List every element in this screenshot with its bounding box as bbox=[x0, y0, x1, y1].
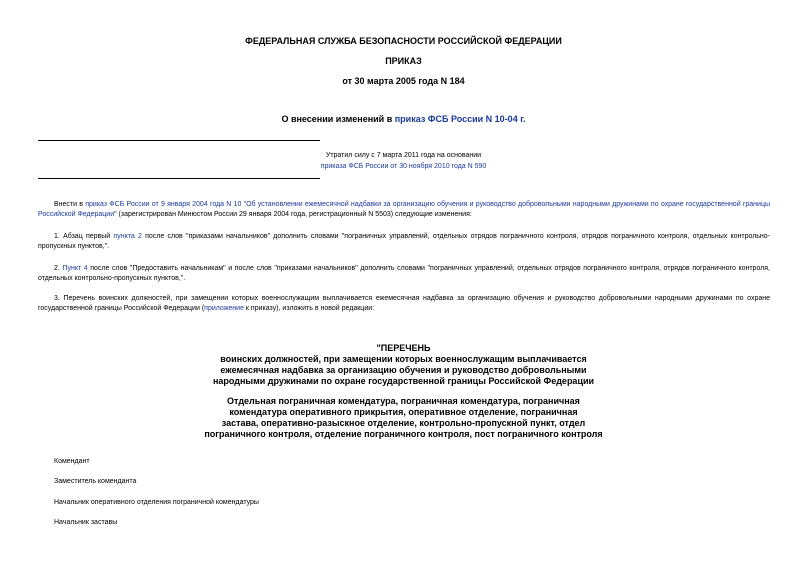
item2-clause-link[interactable]: Пункт 4 bbox=[62, 265, 88, 272]
title-order-link[interactable]: приказ ФСБ России N 10-04 г. bbox=[394, 114, 526, 124]
units-caption-line: комендатура оперативного прикрытия, оперативное отделение, пограничная bbox=[229, 407, 578, 417]
title-prefix: О внесении изменений в bbox=[281, 114, 395, 124]
position-item: Начальник оперативного отделения пограничной комендатуры bbox=[54, 499, 259, 506]
divider-top bbox=[38, 140, 320, 141]
document-title bbox=[0, 114, 807, 124]
document-date-number: от 30 марта 2005 года N 184 bbox=[342, 76, 465, 86]
status-note-link[interactable]: приказа ФСБ России от 30 ноября 2010 года N 590 bbox=[320, 163, 487, 170]
status-note-row bbox=[0, 163, 807, 170]
item2-text-start: 2. bbox=[54, 265, 63, 272]
list-caption-line: воинских должностей, при замещении которых военнослужащим выплачивается bbox=[220, 354, 587, 364]
intro-text-end: " (зарегистрирован Минюстом России 29 января 2004 года, регистрационный N 5503) следующие изменения: bbox=[114, 211, 472, 218]
intro-paragraph bbox=[38, 200, 770, 220]
list-caption bbox=[0, 343, 807, 387]
item3-appendix-link[interactable]: приложение bbox=[204, 305, 244, 312]
status-note-text: Утратил силу с 7 марта 2011 года на основании bbox=[325, 152, 482, 159]
list-caption-line: ежемесячная надбавка за организацию обучения и руководство добровольными bbox=[220, 365, 587, 375]
agency-heading: ФЕДЕРАЛЬНАЯ СЛУЖБА БЕЗОПАСНОСТИ РОССИЙСКОЙ ФЕДЕРАЦИИ bbox=[245, 36, 562, 46]
amendment-item-1 bbox=[38, 232, 770, 252]
position-item: Комендант bbox=[54, 458, 90, 465]
units-caption-line: пограничного контроля, отделение пограничного контроля, пост пограничного контроля bbox=[204, 429, 603, 439]
item1-text-start: 1. Абзац первый bbox=[54, 233, 114, 240]
intro-text-start: Внести в bbox=[54, 201, 86, 208]
position-item: Заместитель коменданта bbox=[54, 478, 137, 485]
item3-text-end: к приказу), изложить в новой редакции: bbox=[243, 305, 375, 312]
position-item: Начальник заставы bbox=[54, 519, 118, 526]
units-caption-line: застава, оперативно-разыскное отделение, контрольно-пропускной пункт, отдел bbox=[221, 418, 586, 428]
divider-bottom bbox=[38, 178, 320, 179]
list-caption-line: "ПЕРЕЧЕНЬ bbox=[376, 343, 431, 353]
intro-order-link[interactable]: приказ ФСБ России от 9 января 2004 года N 10 "Об установлении ежемесячной надбавки за организацию обучения и руководство добровольными народными дружинами по охране государственной границы Российской Федерации bbox=[38, 201, 770, 218]
item1-text-end: после слов "приказами начальников" дополнить словами "пограничных управлений, отдельных отрядов пограничного контроля, отрядов пограничного контроля, отдельных контрольно-пропускных пунктов,". bbox=[38, 233, 771, 250]
units-caption-line: Отдельная пограничная комендатура, пограничная комендатура, пограничная bbox=[227, 396, 580, 406]
list-caption-line: народными дружинами по охране государственной границы Российской Федерации bbox=[212, 376, 595, 386]
amendment-item-2 bbox=[38, 264, 770, 284]
item2-text-end: после слов "Предоставить начальникам" и после слов "приказами начальников" дополнить словами "пограничных управлений, отдельных отрядов пограничного контроля, отрядов пограничного контроля, отдельных контрольно-пропускных пунктов,". bbox=[38, 265, 770, 282]
document-type: ПРИКАЗ bbox=[385, 56, 422, 66]
item3-text-start: 3. Перечень воинских должностей, при замещении которых военнослужащим выплачивается ежемесячная надбавка за организацию обучения и руководство добровольными народными дружинами по охране государственной границы Российской Федерации ( bbox=[38, 295, 770, 312]
amendment-item-3 bbox=[38, 294, 770, 314]
item1-clause-link[interactable]: пункта 2 bbox=[113, 233, 142, 240]
units-caption bbox=[0, 396, 807, 440]
